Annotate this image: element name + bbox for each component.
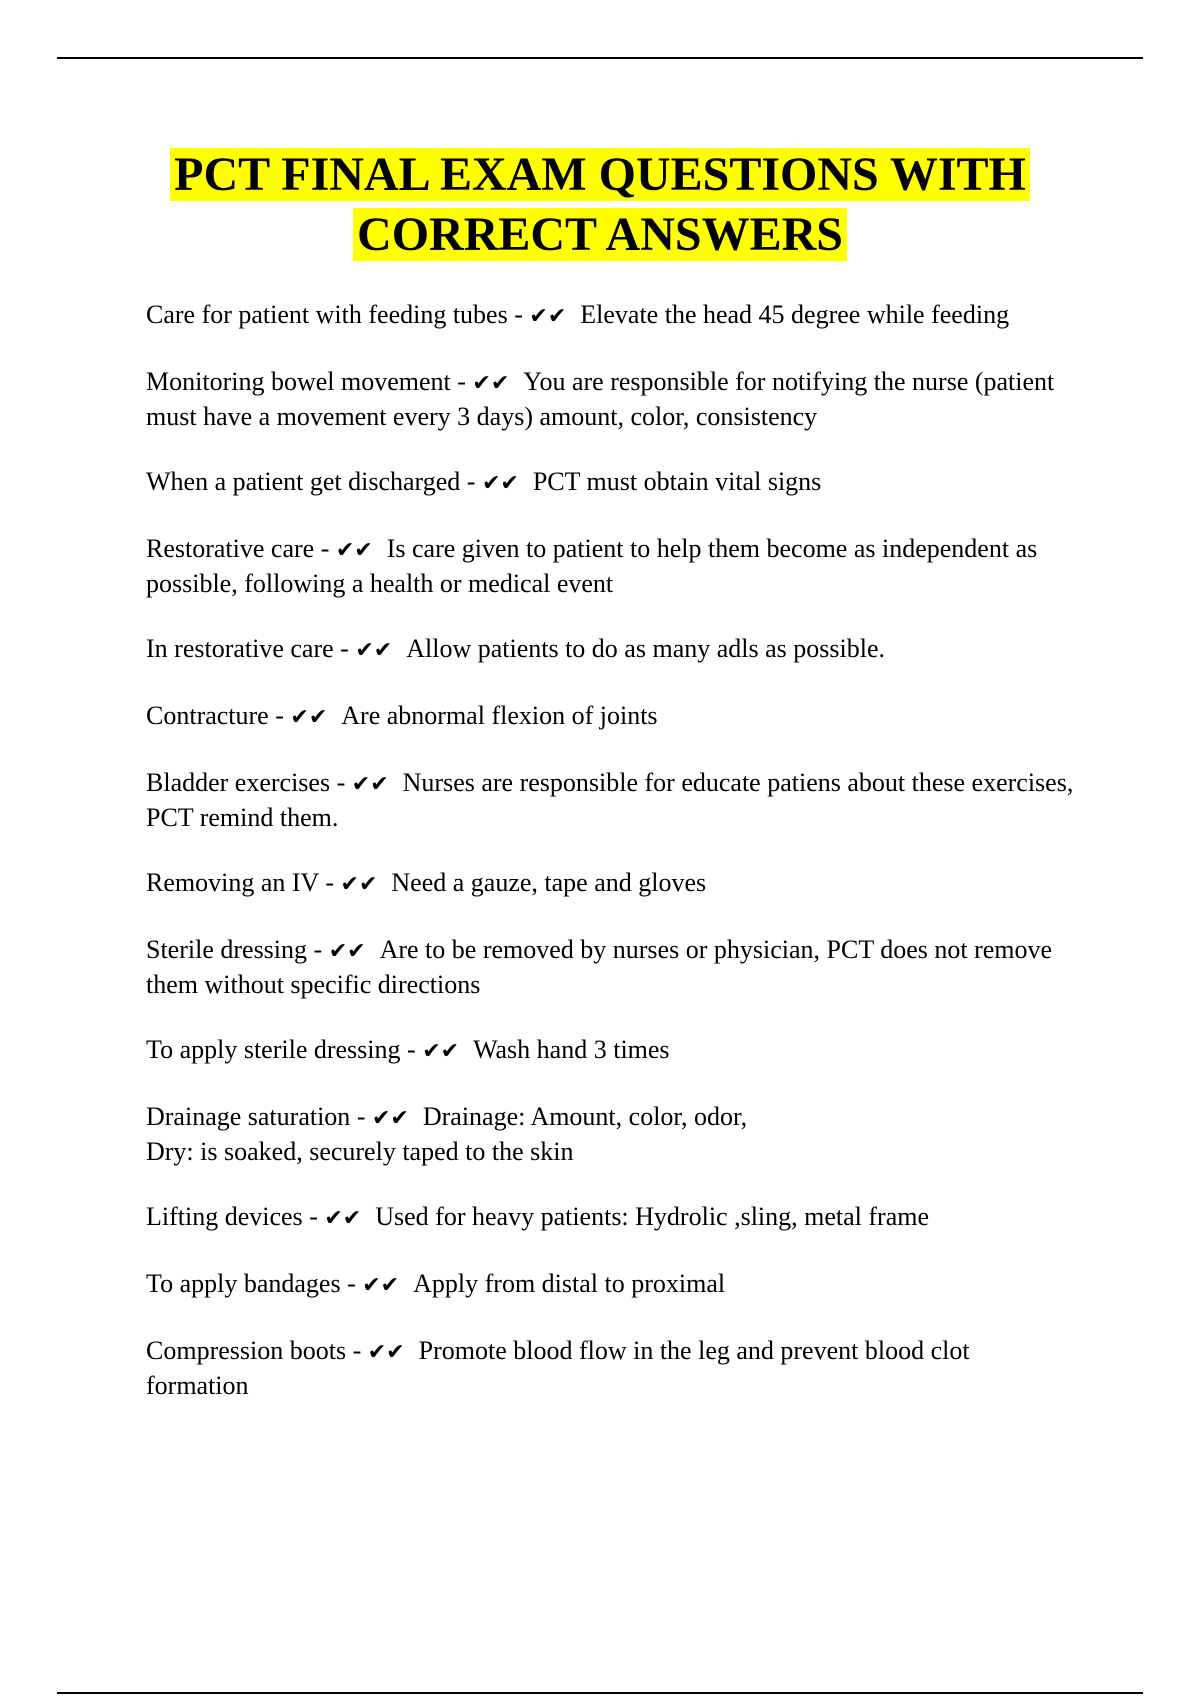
top-rule: [57, 57, 1143, 59]
check-mark-icon: ✔✔: [472, 371, 510, 396]
answer: Is care given to patient to help them become as independent as possible, following a health or medical event: [146, 534, 1038, 598]
question: When a patient get discharged: [146, 467, 461, 496]
check-mark-icon: ✔✔: [340, 872, 378, 897]
check-mark-icon: ✔✔: [324, 1206, 362, 1231]
title-line-2: [100, 205, 1100, 265]
check-mark-icon: ✔✔: [362, 1273, 400, 1298]
separator: -: [314, 534, 336, 563]
question: Lifting devices: [146, 1202, 303, 1231]
answer: Allow patients to do as many adls as possible.: [406, 634, 885, 663]
title-line-1-text: PCT FINAL EXAM QUESTIONS WITH: [170, 148, 1030, 201]
qa-item-lifting-devices: [146, 1200, 1076, 1235]
title-line-1: [100, 145, 1100, 205]
separator: -: [330, 768, 352, 797]
check-mark-icon: ✔✔: [351, 772, 389, 797]
separator: -: [340, 1269, 363, 1298]
answer: You are responsible for notifying the nurse (patient must have a movement every 3 days) amount, color, consistency: [146, 367, 1055, 431]
qa-item-drainage-saturation: [146, 1100, 1076, 1168]
answer-line-2: Dry: is soaked, securely taped to the skin: [146, 1137, 574, 1166]
check-mark-icon: ✔✔: [422, 1039, 460, 1064]
qa-item-sterile-dressing: [146, 933, 1076, 1001]
question: Bladder exercises: [146, 768, 331, 797]
separator: -: [507, 300, 530, 329]
question: Contracture: [146, 701, 269, 730]
answer: Promote blood flow in the leg and prevent blood clot formation: [146, 1336, 970, 1400]
answer: Nurses are responsible for educate patiens about these exercises, PCT remind them.: [146, 768, 1074, 832]
separator: -: [333, 634, 356, 663]
question: Compression boots: [146, 1336, 347, 1365]
answer: Apply from distal to proximal: [413, 1269, 726, 1298]
question: Monitoring bowel movement: [146, 367, 451, 396]
answer: Elevate the head 45 degree while feeding: [580, 300, 1010, 329]
qa-item-compression-boots: [146, 1334, 1076, 1402]
separator: -: [318, 868, 341, 897]
separator: -: [268, 701, 291, 730]
question: Sterile dressing: [146, 935, 308, 964]
separator: -: [302, 1202, 325, 1231]
qa-item-removing-iv: [146, 866, 1076, 901]
document-title: [100, 145, 1100, 265]
check-mark-icon: ✔✔: [328, 939, 366, 964]
title-line-2-text: CORRECT ANSWERS: [353, 208, 847, 261]
qa-item-apply-bandages: [146, 1267, 1076, 1302]
check-mark-icon: ✔✔: [335, 538, 373, 563]
qa-item-discharge: [146, 465, 1076, 500]
check-mark-icon: ✔✔: [371, 1106, 409, 1131]
qa-item-in-restorative-care: [146, 632, 1076, 667]
question: Care for patient with feeding tubes: [146, 300, 508, 329]
answer: Drainage: Amount, color, odor,: [422, 1102, 748, 1131]
question: Removing an IV: [146, 868, 319, 897]
answer: Are to be removed by nurses or physician, PCT does not remove them without specific directions: [146, 935, 1053, 999]
check-mark-icon: ✔✔: [355, 638, 393, 663]
question: To apply sterile dressing: [146, 1035, 401, 1064]
separator: -: [450, 367, 473, 396]
separator: -: [460, 467, 482, 496]
qa-list: [146, 298, 1076, 1434]
bottom-rule: [57, 1692, 1143, 1694]
separator: -: [400, 1035, 423, 1064]
answer: Are abnormal flexion of joints: [341, 701, 658, 730]
separator: -: [350, 1102, 372, 1131]
check-mark-icon: ✔✔: [290, 705, 328, 730]
question: Drainage saturation: [146, 1102, 351, 1131]
qa-item-bowel-movement: [146, 365, 1076, 433]
separator: -: [346, 1336, 368, 1365]
question: To apply bandages: [146, 1269, 341, 1298]
qa-item-apply-sterile-dressing: [146, 1033, 1076, 1068]
check-mark-icon: ✔✔: [481, 471, 519, 496]
qa-item-feeding-tubes: [146, 298, 1076, 333]
qa-item-contracture: [146, 699, 1076, 734]
qa-item-bladder-exercises: [146, 766, 1076, 834]
answer: PCT must obtain vital signs: [532, 467, 822, 496]
question: In restorative care: [146, 634, 334, 663]
qa-item-restorative-care: [146, 532, 1076, 600]
check-mark-icon: ✔✔: [367, 1340, 405, 1365]
check-mark-icon: ✔✔: [529, 304, 567, 329]
answer: Wash hand 3 times: [473, 1035, 670, 1064]
separator: -: [307, 935, 329, 964]
question: Restorative care: [146, 534, 315, 563]
answer: Need a gauze, tape and gloves: [391, 868, 707, 897]
answer: Used for heavy patients: Hydrolic ,sling, metal frame: [375, 1202, 930, 1231]
